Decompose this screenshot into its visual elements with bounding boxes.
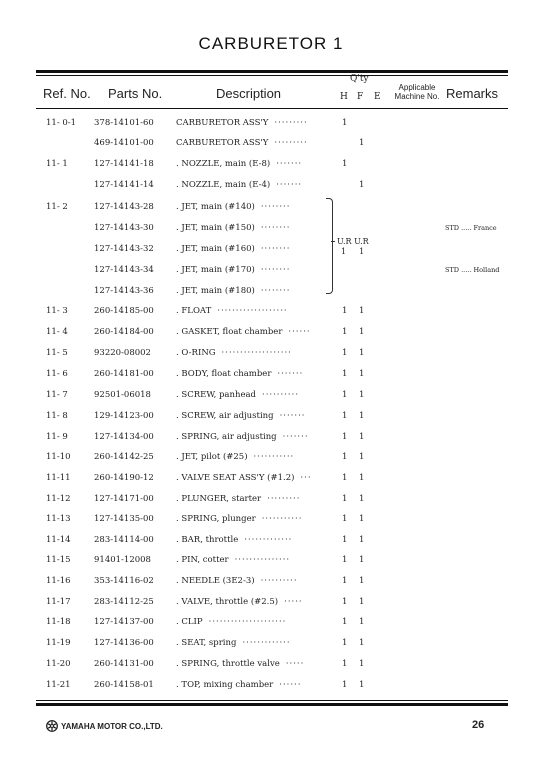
table-row [0,327,542,345]
leader-dots: ········ [260,202,291,212]
parts-no-cell: 260-14185-00 [94,306,154,316]
page-number: 26 [472,719,485,731]
table-row [0,286,542,304]
description-cell [176,390,299,400]
jet-group-f-qty: 1 [359,247,365,256]
description-text: . BODY, float chamber [176,369,272,379]
description-cell [176,265,290,275]
parts-no-cell: 283-14114-00 [94,535,154,545]
description-text: CARBURETOR ASS'Y [176,138,269,148]
description-cell [176,473,312,483]
leader-dots: ······· [277,369,304,379]
description-text: . JET, main (#160) [176,244,255,254]
leader-dots: ······ [279,680,302,690]
parts-no-cell: 127-14143-28 [94,202,154,212]
table-row [0,118,542,136]
description-text: . JET, main (#180) [176,286,255,296]
qty-h-cell: 1 [342,597,348,607]
qty-f-cell: 1 [359,617,365,627]
table-row [0,138,542,156]
leader-dots: ······· [279,411,306,421]
description-cell [176,597,303,607]
description-text: . NOZZLE, main (E-8) [176,159,271,169]
description-cell [176,411,306,421]
ref-no-cell: 11- 5 [46,348,68,358]
page-title: CARBURETOR 1 [198,34,344,53]
qty-f-cell: 1 [359,369,365,379]
description-text: . SEAT, spring [176,638,237,648]
table-row [0,180,542,198]
leader-dots: ·········· [262,390,300,400]
qty-h-cell: 1 [342,432,348,442]
description-cell [176,202,290,212]
table-row [0,369,542,387]
description-text: . CLIP [176,617,203,627]
qty-f-cell: 1 [359,576,365,586]
description-text: . JET, main (#170) [176,265,255,275]
qty-f-cell: 1 [359,597,365,607]
header-applicable-line1: Applicable [398,83,436,92]
table-row [0,452,542,470]
ref-no-cell: 11-20 [46,659,71,669]
header-e: E [374,92,381,102]
qty-h-cell: 1 [342,638,348,648]
ref-no-cell: 11-18 [46,617,71,627]
parts-no-cell: 127-14136-00 [94,638,154,648]
ref-no-cell: 11-17 [46,597,71,607]
leader-dots: ········ [260,265,291,275]
description-text: . NOZZLE, main (E-4) [176,180,271,190]
description-text: CARBURETOR ASS'Y [176,118,269,128]
leader-dots: ··········· [261,514,303,524]
ref-no-cell: 11- 1 [46,159,68,169]
description-text: . PIN, cotter [176,555,229,565]
qty-h-cell: 1 [342,118,348,128]
header-applicable [390,83,444,101]
description-text: . VALVE, throttle (#2.5) [176,597,279,607]
leader-dots: ········ [260,286,291,296]
qty-h-cell: 1 [342,659,348,669]
description-cell [176,286,290,296]
table-row [0,617,542,635]
leader-dots: ······ [288,327,311,337]
company-name: YAMAHA MOTOR CO.,LTD. [61,721,163,731]
qty-f-cell: 1 [359,138,365,148]
qty-h-cell: 1 [342,514,348,524]
jet-group-ur-label: U.R U.R [337,237,369,246]
qty-h-cell: 1 [342,369,348,379]
description-cell [176,680,301,690]
leader-dots: ······· [282,432,309,442]
ref-no-cell: 11- 9 [46,432,68,442]
qty-h-cell: 1 [342,494,348,504]
table-row [0,348,542,366]
qty-f-cell: 1 [359,390,365,400]
description-cell [176,617,286,627]
header-applicable-line2: Machine No. [394,92,440,101]
parts-no-cell: 378-14101-60 [94,118,154,128]
table-row [0,494,542,512]
qty-h-cell: 1 [342,348,348,358]
jet-group-qty [337,237,369,257]
footer-top-rule-thin [36,700,508,701]
leader-dots: ········ [260,244,291,254]
parts-no-cell: 127-14141-18 [94,159,154,169]
leader-dots: ··········· [253,452,295,462]
description-cell [176,494,300,504]
header-description: Description [216,86,282,101]
qty-f-cell: 1 [359,555,365,565]
ref-no-cell: 11- 7 [46,390,68,400]
qty-h-cell: 1 [342,473,348,483]
parts-no-cell: 127-14171-00 [94,494,154,504]
yamaha-tuning-fork-icon [46,720,58,732]
description-text: . JET, main (#150) [176,223,255,233]
table-row [0,411,542,429]
description-cell [176,244,290,254]
description-text: . GASKET, float chamber [176,327,283,337]
leader-dots: ············· [244,535,293,545]
qty-h-cell: 1 [342,617,348,627]
description-text: . JET, main (#140) [176,202,255,212]
ref-no-cell: 11- 2 [46,202,68,212]
table-row [0,390,542,408]
qty-f-cell: 1 [359,473,365,483]
header-ref-no: Ref. No. [43,86,91,101]
parts-no-cell: 353-14116-02 [94,576,154,586]
qty-f-cell: 1 [359,432,365,442]
company-logo [46,720,163,732]
header-qty: Q'ty [350,74,369,84]
parts-no-cell: 260-14181-00 [94,369,154,379]
qty-h-cell: 1 [342,555,348,565]
table-row [0,535,542,553]
description-text: . SCREW, panhead [176,390,256,400]
description-text: . SPRING, air adjusting [176,432,277,442]
table-row [0,306,542,324]
leader-dots: ······· [276,180,303,190]
description-cell [176,535,292,545]
header-h: H [340,92,348,102]
qty-f-cell: 1 [359,494,365,504]
leader-dots: ··················· [221,348,292,358]
parts-no-cell: 260-14158-01 [94,680,154,690]
table-row [0,244,542,262]
description-cell [176,348,292,358]
table-row [0,473,542,491]
ref-no-cell: 11-15 [46,555,71,565]
description-cell [176,452,294,462]
qty-h-cell: 1 [342,452,348,462]
parts-no-cell: 260-14190-12 [94,473,154,483]
header-parts-no: Parts No. [108,86,163,101]
qty-f-cell: 1 [359,180,365,190]
description-text: . NEEDLE (3E2-3) [176,576,255,586]
parts-no-cell: 260-14131-00 [94,659,154,669]
leader-dots: ··················· [217,306,288,316]
table-row [0,202,542,220]
leader-dots: ········· [267,494,301,504]
description-cell [176,576,298,586]
ref-no-cell: 11-19 [46,638,71,648]
qty-f-cell: 1 [359,411,365,421]
description-text: . PLUNGER, starter [176,494,262,504]
parts-no-cell: 127-14143-36 [94,286,154,296]
ref-no-cell: 11- 0-1 [46,118,77,128]
description-cell [176,223,290,233]
header-bottom-rule [36,108,508,109]
description-cell [176,159,302,169]
parts-no-cell: 127-14143-34 [94,265,154,275]
ref-no-cell: 11- 3 [46,306,68,316]
table-row [0,265,542,283]
qty-h-cell: 1 [342,159,348,169]
parts-no-cell: 92501-06018 [94,390,151,400]
table-row [0,555,542,573]
description-cell [176,138,308,148]
qty-h-cell: 1 [342,390,348,400]
leader-dots: ·········· [260,576,298,586]
header-f: F [357,92,364,102]
leader-dots: ····················· [208,617,287,627]
ref-no-cell: 11- 4 [46,327,68,337]
parts-no-cell: 260-14142-25 [94,452,154,462]
parts-no-cell: 127-14141-14 [94,180,154,190]
parts-no-cell: 127-14134-00 [94,432,154,442]
qty-f-cell: 1 [359,514,365,524]
ref-no-cell: 11-14 [46,535,71,545]
jet-group-h-qty: 1 [341,247,347,256]
header-top-rule-thin [36,75,508,76]
ref-no-cell: 11-13 [46,514,71,524]
qty-f-cell: 1 [359,680,365,690]
table-row [0,576,542,594]
parts-no-cell: 127-14143-32 [94,244,154,254]
qty-h-cell: 1 [342,411,348,421]
table-row [0,514,542,532]
description-cell [176,327,311,337]
ref-no-cell: 11-16 [46,576,71,586]
leader-dots: ··············· [234,555,291,565]
ref-no-cell: 11- 6 [46,369,68,379]
ref-no-cell: 11-12 [46,494,71,504]
description-cell [176,638,291,648]
parts-no-cell: 127-14143-30 [94,223,154,233]
description-cell [176,659,304,669]
description-cell [176,555,290,565]
table-row [0,597,542,615]
leader-dots: ··· [300,473,312,483]
remarks-cell: STD ..... France [445,224,497,232]
jet-group-brace [326,198,333,294]
description-text: . SCREW, air adjusting [176,411,274,421]
description-text: . TOP, mixing chamber [176,680,274,690]
table-row [0,223,542,241]
ref-no-cell: 11- 8 [46,411,68,421]
jet-group-qty-values [337,247,369,257]
leader-dots: ········· [274,138,308,148]
qty-f-cell: 1 [359,659,365,669]
table-row [0,432,542,450]
parts-no-cell: 260-14184-00 [94,327,154,337]
qty-f-cell: 1 [359,327,365,337]
parts-no-cell: 93220-08002 [94,348,151,358]
description-text: . JET, pilot (#25) [176,452,248,462]
table-row [0,659,542,677]
ref-no-cell: 11-10 [46,452,71,462]
description-text: . VALVE SEAT ASS'Y (#1.2) [176,473,295,483]
table-row [0,159,542,177]
leader-dots: ········ [260,223,291,233]
qty-f-cell: 1 [359,348,365,358]
header-top-rule [36,70,508,73]
description-cell [176,118,308,128]
leader-dots: ····· [284,597,303,607]
parts-no-cell: 127-14135-00 [94,514,154,524]
description-text: . O-RING [176,348,216,358]
qty-h-cell: 1 [342,535,348,545]
description-text: . BAR, throttle [176,535,239,545]
parts-no-cell: 283-14112-25 [94,597,154,607]
description-cell [176,514,302,524]
leader-dots: ········· [274,118,308,128]
description-cell [176,180,302,190]
qty-h-cell: 1 [342,576,348,586]
qty-f-cell: 1 [359,452,365,462]
ref-no-cell: 11-11 [46,473,71,483]
leader-dots: ······· [276,159,303,169]
description-text: . SPRING, plunger [176,514,256,524]
description-text: . SPRING, throttle valve [176,659,280,669]
ref-no-cell: 11-21 [46,680,71,690]
leader-dots: ····· [285,659,305,669]
parts-no-cell: 91401-12008 [94,555,151,565]
footer-top-rule [36,703,508,706]
parts-no-cell: 129-14123-00 [94,411,154,421]
table-row [0,680,542,698]
description-cell [176,432,309,442]
description-cell [176,369,303,379]
qty-h-cell: 1 [342,680,348,690]
jet-group-brace-tip [331,241,335,242]
qty-f-cell: 1 [359,638,365,648]
description-text: . FLOAT [176,306,212,316]
leader-dots: ············· [242,638,291,648]
remarks-cell: STD ..... Holland [445,266,500,274]
description-cell [176,306,288,316]
qty-f-cell: 1 [359,306,365,316]
header-remarks: Remarks [446,86,499,101]
qty-h-cell: 1 [342,327,348,337]
qty-h-cell: 1 [342,306,348,316]
parts-no-cell: 469-14101-00 [94,138,154,148]
parts-no-cell: 127-14137-00 [94,617,154,627]
table-row [0,638,542,656]
qty-f-cell: 1 [359,535,365,545]
